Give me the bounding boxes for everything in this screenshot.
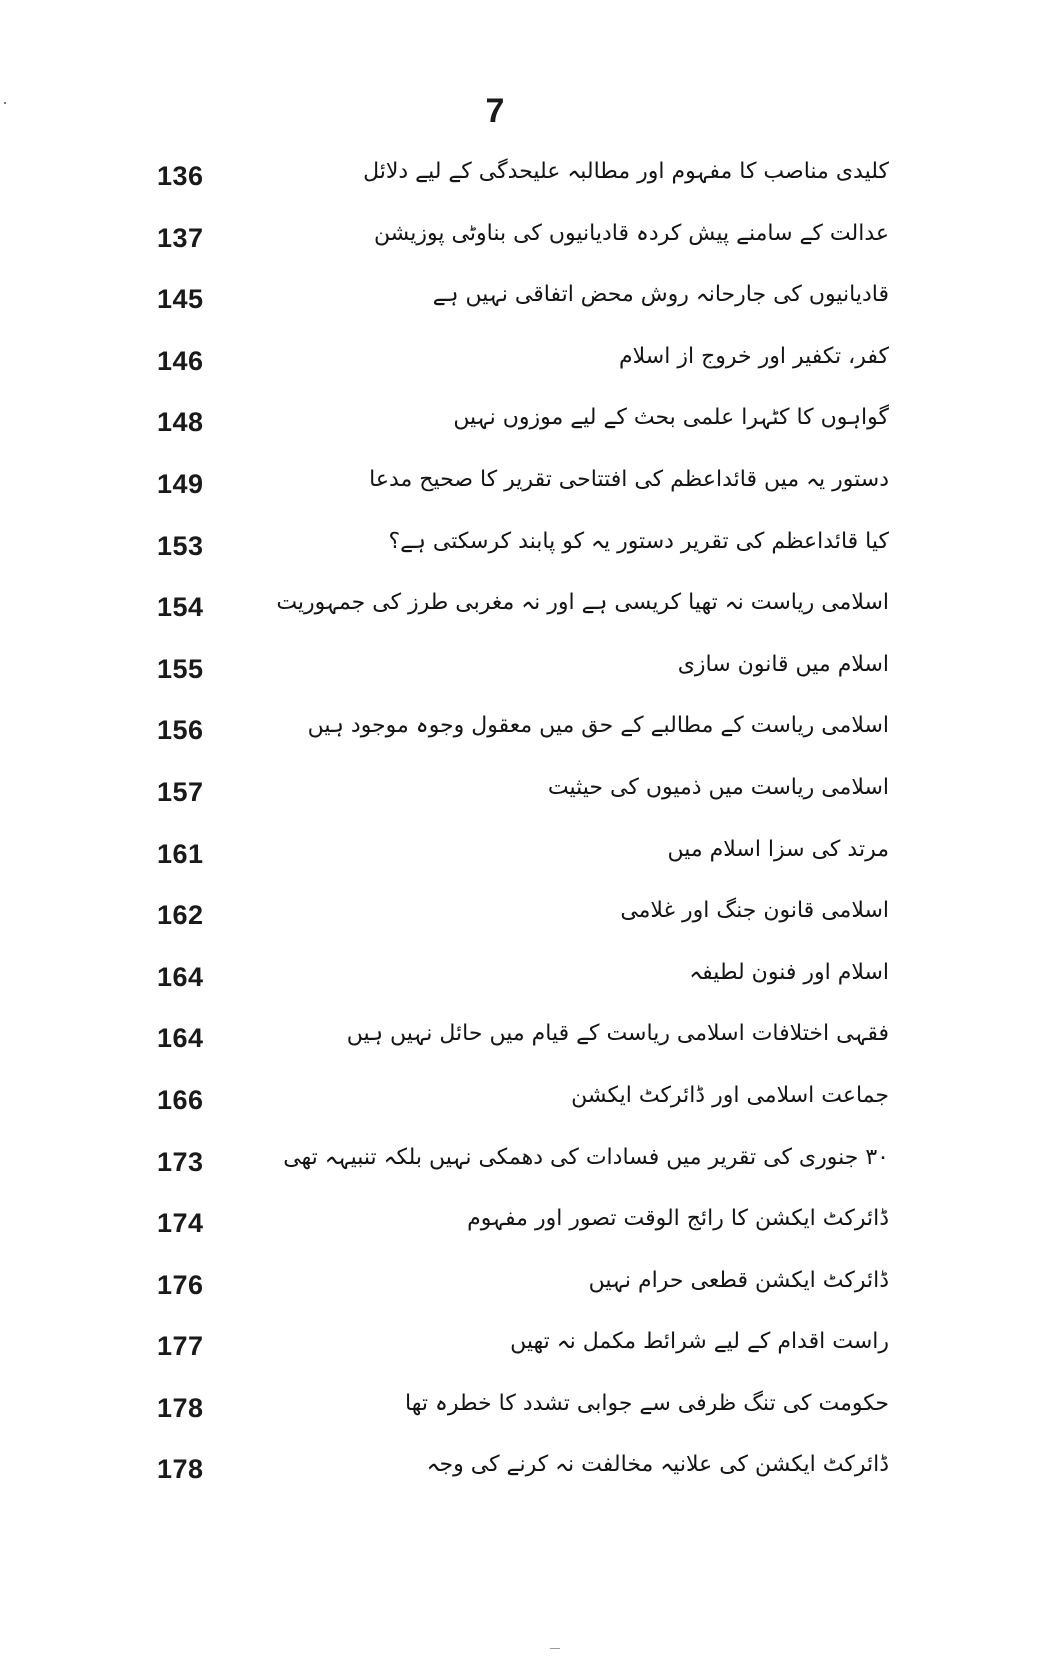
entry-title: اسلام میں قانون سازی <box>677 651 889 677</box>
toc-entry <box>0 278 1039 340</box>
entry-page-number: 178 <box>157 1454 204 1485</box>
entry-title: ڈائرکٹ ایکشن کا رائج الوقت تصور اور مفہوم <box>467 1206 889 1232</box>
toc-entry <box>0 956 1039 1018</box>
entry-title: کلیدی مناصب کا مفہوم اور مطالبہ علیحدگی کے لیے دلائل <box>363 159 889 184</box>
toc-entry <box>0 525 1039 587</box>
entry-page-number: 157 <box>157 776 204 807</box>
entry-page-number: 153 <box>157 530 204 561</box>
entry-title: اسلامی قانون جنگ اور غلامی <box>620 898 889 924</box>
entry-title: کیا قائداعظم کی تقریر دستور یہ کو پابند کرسکتی ہے؟ <box>388 528 889 554</box>
entry-title: دستور یہ میں قائداعظم کی افتتاحی تقریر کا صحیح مدعا <box>369 466 889 492</box>
table-of-contents <box>0 155 1039 1510</box>
entry-page-number: 149 <box>157 468 204 499</box>
entry-page-number: 164 <box>157 1023 204 1054</box>
entry-page-number: 161 <box>157 838 204 869</box>
entry-title: اسلام اور فنون لطیفہ <box>689 959 889 985</box>
entry-title: حکومت کی تنگ ظرفی سے جوابی تشدد کا خطرہ تھا <box>405 1390 889 1416</box>
entry-title: عدالت کے سامنے پیش کردہ قادیانیوں کی بناوٹی پوزیشن <box>373 220 889 246</box>
entry-title: ڈائرکٹ ایکشن کی علانیہ مخالفت نہ کرنے کی وجہ <box>426 1452 889 1478</box>
toc-entry <box>0 217 1039 279</box>
entry-title: گواہوں کا کٹہرا علمی بحث کے لیے موزوں نہیں <box>453 405 889 431</box>
entry-page-number: 145 <box>157 284 204 315</box>
entry-page-number: 176 <box>157 1269 204 1300</box>
entry-title: اسلامی ریاست کے مطالبے کے حق میں معقول وجوہ موجود ہیں <box>307 713 889 739</box>
toc-entry <box>0 340 1039 402</box>
entry-title: اسلامی ریاست نہ تھیا کریسی ہے اور نہ مغربی طرز کی جمہوریت <box>276 590 889 616</box>
entry-title: راست اقدام کے لیے شرائط مکمل نہ تھیں <box>510 1329 889 1355</box>
entry-title: قادیانیوں کی جارحانہ روش محض اتفاقی نہیں ہے <box>432 282 889 308</box>
entry-page-number: 173 <box>157 1146 204 1177</box>
toc-entry <box>0 648 1039 710</box>
entry-title: فقہی اختلافات اسلامی ریاست کے قیام میں حائل نہیں ہیں <box>346 1021 889 1047</box>
entry-title: جماعت اسلامی اور ڈائرکٹ ایکشن <box>571 1082 889 1108</box>
toc-entry <box>0 1079 1039 1141</box>
toc-entry <box>0 709 1039 771</box>
entry-page-number: 164 <box>157 961 204 992</box>
toc-entry <box>0 894 1039 956</box>
entry-page-number: 146 <box>157 345 204 376</box>
entry-page-number: 155 <box>157 653 204 684</box>
toc-entry <box>0 1448 1039 1510</box>
entry-title: کفر، تکفیر اور خروج از اسلام <box>619 343 889 369</box>
toc-entry <box>0 401 1039 463</box>
entry-page-number: 148 <box>157 407 204 438</box>
entry-page-number: 174 <box>157 1208 204 1239</box>
entry-page-number: 162 <box>157 900 204 931</box>
margin-mark <box>550 1648 560 1649</box>
entry-page-number: 177 <box>157 1331 204 1362</box>
toc-entry <box>0 1387 1039 1449</box>
entry-page-number: 156 <box>157 715 204 746</box>
margin-mark <box>4 102 6 104</box>
toc-entry <box>0 1264 1039 1326</box>
entry-page-number: 166 <box>157 1084 204 1115</box>
page-number: 7 <box>485 92 505 130</box>
entry-title: ۳۰ جنوری کی تقریر میں فسادات کی دھمکی نہیں بلکہ تنبیہہ تھی <box>283 1144 889 1170</box>
toc-entry <box>0 1141 1039 1203</box>
entry-page-number: 178 <box>157 1392 204 1423</box>
toc-entry <box>0 586 1039 648</box>
toc-entry <box>0 771 1039 833</box>
entry-page-number: 154 <box>157 592 204 623</box>
toc-entry <box>0 1325 1039 1387</box>
toc-entry <box>0 1017 1039 1079</box>
entry-page-number: 136 <box>157 161 204 191</box>
toc-entry <box>0 155 1039 217</box>
entry-title: مرتد کی سزا اسلام میں <box>667 836 889 862</box>
entry-page-number: 137 <box>157 222 204 253</box>
entry-title: ڈائرکٹ ایکشن قطعی حرام نہیں <box>588 1267 889 1293</box>
toc-entry <box>0 1202 1039 1264</box>
toc-entry <box>0 833 1039 895</box>
entry-title: اسلامی ریاست میں ذمیوں کی حیثیت <box>547 774 889 800</box>
toc-entry <box>0 463 1039 525</box>
